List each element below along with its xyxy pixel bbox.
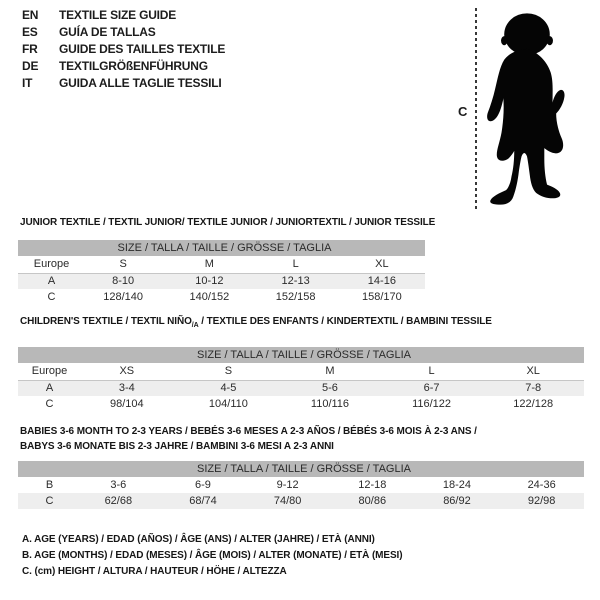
language-guide-title: GUIDA ALLE TAGLIE TESSILI	[59, 76, 222, 90]
size-cell: XL	[482, 363, 584, 380]
size-cell: 68/74	[161, 493, 246, 509]
size-cell: 12-13	[253, 273, 339, 289]
size-header-bar: SIZE / TALLA / TAILLE / GRÖSSE / TAGLIA	[18, 347, 584, 363]
row-label: Europe	[18, 256, 80, 273]
babies-size-table	[18, 461, 584, 509]
size-cell: XL	[339, 256, 425, 273]
size-cell: 116/122	[412, 398, 452, 410]
language-title-list	[22, 7, 225, 92]
size-cell: 3-6	[110, 479, 127, 491]
height-measure-line	[475, 8, 477, 209]
size-cell: 122/128	[513, 398, 554, 410]
size-cell: 3-4	[76, 380, 178, 396]
size-row-a	[18, 273, 425, 289]
row-label: C	[47, 291, 56, 303]
size-cell: 10-12	[166, 273, 252, 289]
babies-table-title	[20, 424, 584, 454]
title-segment: JUNIOR TEXTILE / TEXTIL JUNIOR/ TEXTILE JUNIOR / JUNIORTEXTIL / JUNIOR TESSILE	[20, 217, 436, 228]
title-segment: BABYS 3-6 MONATE BIS 2-3 JAHRE / BAMBINI 3-6 MESI A 2-3 ANNI	[20, 441, 334, 452]
size-cell: S	[178, 363, 280, 380]
size-cell: 6-9	[195, 479, 211, 491]
size-cell: 110/116	[310, 398, 350, 410]
row-label: C	[18, 493, 76, 509]
children-table-title	[20, 315, 584, 333]
size-cell: M	[279, 363, 381, 380]
size-cell: XS	[76, 363, 178, 380]
size-cell: M	[166, 256, 252, 273]
language-row	[22, 75, 225, 92]
table-title-line	[20, 439, 584, 454]
language-code: EN	[22, 8, 39, 22]
title-segment: CHILDREN'S TEXTILE / TEXTIL NIÑO	[20, 316, 192, 327]
row-label: A	[18, 273, 80, 289]
size-cell: 14-16	[339, 273, 425, 289]
height-measure-label: C	[458, 104, 468, 119]
language-guide-title: GUIDE DES TAILLES TEXTILE	[59, 42, 226, 56]
size-cell: 80/86	[330, 493, 415, 509]
size-row-europe	[18, 256, 425, 273]
children-textile-section	[18, 315, 584, 412]
language-code: ES	[22, 25, 38, 39]
size-cell: 7-8	[482, 380, 584, 396]
size-cell: 98/104	[109, 398, 144, 410]
language-row	[22, 58, 225, 75]
size-cell: 62/68	[76, 493, 161, 509]
size-cell: L	[253, 256, 339, 273]
language-row	[22, 24, 225, 41]
size-row-b	[18, 477, 584, 493]
footnote-line: A. AGE (YEARS) / EDAD (AÑOS) / ÂGE (ANS) / ALTER (JAHRE) / ETÀ (ANNI)	[22, 534, 375, 545]
size-header-row	[18, 461, 584, 477]
language-code: FR	[22, 42, 38, 56]
size-header-row	[18, 240, 425, 256]
row-label: C	[45, 398, 54, 410]
row-label: A	[18, 380, 76, 396]
title-segment: / TEXTILE DES ENFANTS / KINDERTEXTIL / BAMBINI TESSILE	[198, 316, 492, 327]
size-cell: 18-24	[442, 479, 472, 491]
size-cell: S	[80, 256, 166, 273]
size-cell: 24-36	[527, 479, 556, 491]
table-title-line	[20, 315, 584, 333]
footnote-line: B. AGE (MONTHS) / EDAD (MESES) / ÂGE (MOIS) / ALTER (MONATE) / ETÀ (MESI)	[22, 550, 403, 561]
size-row-c	[18, 289, 425, 305]
size-header-bar: SIZE / TALLA / TAILLE / GRÖSSE / TAGLIA	[18, 461, 584, 477]
size-cell: 104/110	[208, 398, 248, 410]
junior-size-table	[18, 240, 425, 305]
size-header-row	[18, 347, 584, 363]
size-cell: 74/80	[245, 493, 330, 509]
children-size-table	[18, 347, 584, 412]
size-cell: 92/98	[499, 493, 584, 509]
row-label: Europe	[18, 363, 76, 380]
size-cell: 86/92	[415, 493, 500, 509]
babies-textile-section	[18, 424, 584, 509]
size-cell: 8-10	[80, 273, 166, 289]
size-cell: 12-18	[358, 479, 387, 491]
language-guide-title: TEXTILE SIZE GUIDE	[59, 8, 177, 22]
footnote-line: C. (cm) HEIGHT / ALTURA / HAUTEUR / HÖHE / ALTEZZA	[22, 566, 287, 577]
row-label: B	[45, 479, 54, 491]
size-row-c	[18, 396, 584, 412]
language-row	[22, 41, 225, 58]
size-header-bar: SIZE / TALLA / TAILLE / GRÖSSE / TAGLIA	[18, 240, 425, 256]
size-cell: 158/170	[361, 291, 402, 303]
size-cell: L	[381, 363, 483, 380]
size-row-a	[18, 380, 584, 396]
junior-textile-section	[18, 216, 435, 305]
table-title-line	[20, 424, 584, 439]
size-cell: 6-7	[381, 380, 483, 396]
title-segment: /A	[191, 322, 199, 329]
size-row-europe	[18, 363, 584, 380]
size-cell: 4-5	[178, 380, 280, 396]
table-title-line	[20, 216, 435, 230]
baby-silhouette-icon	[486, 9, 568, 209]
language-row	[22, 7, 225, 24]
language-guide-title: GUÍA DE TALLAS	[59, 25, 156, 39]
language-code: DE	[22, 59, 39, 73]
size-cell: 140/152	[189, 291, 230, 303]
size-cell: 152/158	[275, 291, 316, 303]
footnotes	[22, 532, 402, 580]
size-cell: 9-12	[276, 479, 299, 491]
size-cell: 5-6	[279, 380, 381, 396]
size-cell: 128/140	[103, 291, 143, 303]
title-segment: BABIES 3-6 MONTH TO 2-3 YEARS / BEBÉS 3-6 MESES A 2-3 AÑOS / BÉBÉS 3-6 MOIS À 2-3 ANS /	[20, 426, 477, 437]
size-row-c	[18, 493, 584, 509]
junior-table-title	[20, 216, 435, 230]
language-code: IT	[22, 76, 33, 90]
language-guide-title: TEXTILGRÖßENFÜHRUNG	[59, 59, 208, 73]
